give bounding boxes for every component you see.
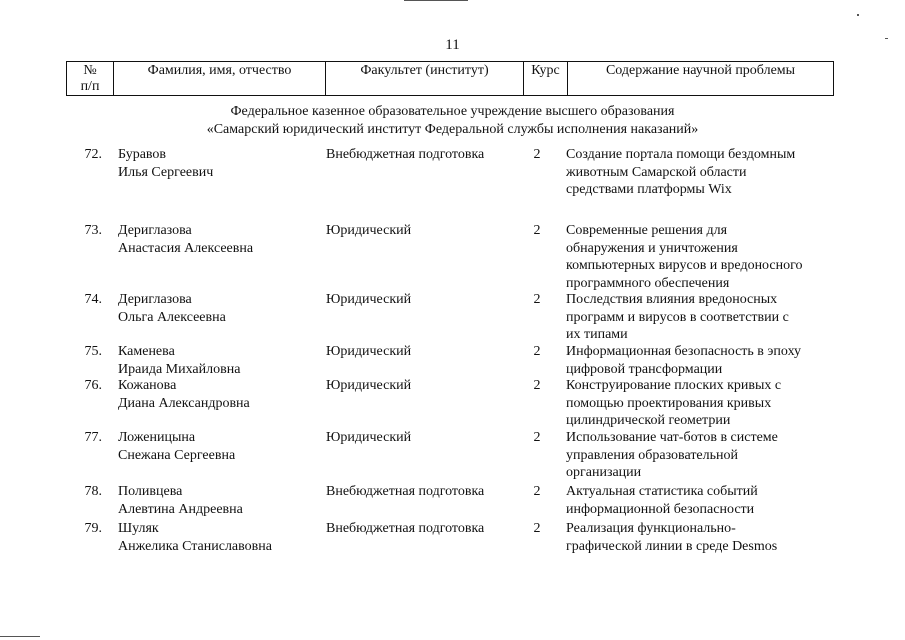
given-names: Диана Александровна: [118, 395, 250, 411]
topic-line: компьютерных вирусов и вредоносного: [566, 258, 803, 273]
scan-artifact: [857, 14, 859, 16]
research-topic: [566, 291, 836, 344]
topic-line: средствами платформы Wix: [566, 182, 732, 197]
topic-line: их типами: [566, 327, 628, 342]
topic-line: Использование чат-ботов в системе: [566, 430, 778, 445]
course: 2: [533, 521, 541, 536]
topic-line: графической линии в среде Desmos: [566, 538, 778, 554]
student-name: [118, 291, 318, 326]
institution-title: [0, 103, 905, 139]
research-topic: [566, 429, 836, 482]
faculty: Юридический: [326, 344, 412, 359]
course: 2: [533, 430, 541, 445]
faculty: Внебюджетная подготовка: [326, 147, 485, 162]
row-number: 74.: [84, 292, 102, 307]
topic-line: Актуальная статистика событий: [566, 484, 758, 499]
surname: Кожанова: [118, 378, 177, 393]
research-topic: [566, 222, 836, 292]
header-name: Фамилия, имя, отчество: [114, 62, 326, 96]
given-names: Снежана Сергеевна: [118, 447, 236, 463]
topic-line: животным Самарской области: [566, 164, 747, 180]
header-faculty: Факультет (институт): [326, 62, 524, 96]
student-name: [118, 520, 318, 555]
topic-line: организации: [566, 465, 642, 480]
row-number: 75.: [84, 344, 102, 359]
surname: Дериглазова: [118, 223, 192, 238]
topic-line: цилиндрической геометрии: [566, 413, 731, 428]
header-course: Курс: [524, 62, 568, 96]
topic-line: информационной безопасности: [566, 501, 755, 517]
student-name: [118, 343, 318, 378]
topic-line: помощью проектирования кривых: [566, 395, 772, 411]
faculty: Юридический: [326, 292, 412, 307]
topic-line: Информационная безопасность в эпоху: [566, 344, 802, 359]
institution-line-1: Федеральное казенное образовательное учреждение высшего образования: [230, 104, 675, 119]
given-names: Ольга Алексеевна: [118, 309, 226, 325]
row-number: 79.: [84, 521, 102, 536]
topic-line: Конструирование плоских кривых с: [566, 378, 782, 393]
student-name: [118, 377, 318, 412]
student-name: [118, 146, 318, 181]
surname: Буравов: [118, 147, 167, 162]
given-names: Анастасия Алексеевна: [118, 240, 254, 256]
research-topic: [566, 483, 836, 518]
row-number: 73.: [84, 223, 102, 238]
course: 2: [533, 147, 541, 162]
student-name: [118, 429, 318, 464]
course: 2: [533, 292, 541, 307]
faculty: Юридический: [326, 430, 412, 445]
given-names: Алевтина Андреевна: [118, 501, 243, 517]
course: 2: [533, 484, 541, 499]
faculty: Внебюджетная подготовка: [326, 484, 485, 499]
header-topic: Содержание научной проблемы: [568, 62, 834, 96]
research-topic: [566, 520, 836, 555]
student-name: [118, 483, 318, 518]
research-topic: [566, 343, 836, 378]
faculty: Юридический: [326, 378, 412, 393]
surname: Ложеницына: [118, 430, 196, 445]
research-topic: [566, 146, 836, 199]
surname: Дериглазова: [118, 292, 192, 307]
course: 2: [533, 378, 541, 393]
topic-line: управления образовательной: [566, 447, 739, 463]
faculty: Внебюджетная подготовка: [326, 521, 485, 536]
topic-line: Современные решения для: [566, 223, 728, 238]
topic-line: Последствия влияния вредоносных: [566, 292, 778, 307]
header-number-label: № п/п: [80, 63, 100, 94]
surname: Шуляк: [118, 521, 159, 536]
topic-line: Создание портала помощи бездомным: [566, 147, 796, 162]
topic-line: Реализация функционально-: [566, 521, 736, 536]
row-number: 72.: [84, 147, 102, 162]
scan-artifact: [0, 636, 40, 637]
scan-artifact: [404, 0, 468, 1]
research-topic: [566, 377, 836, 430]
surname: Каменева: [118, 344, 175, 359]
institution-line-2: «Самарский юридический институт Федеральной службы исполнения наказаний»: [206, 122, 699, 137]
topic-line: цифровой трансформации: [566, 361, 723, 377]
given-names: Илья Сергеевич: [118, 164, 214, 180]
page-number: 11: [445, 37, 460, 53]
topic-line: программ и вирусов в соответствии с: [566, 309, 789, 325]
course: 2: [533, 223, 541, 238]
given-names: Анжелика Станиславовна: [118, 538, 272, 554]
row-number: 78.: [84, 484, 102, 499]
student-name: [118, 222, 318, 257]
column-header-table: [66, 61, 834, 96]
surname: Поливцева: [118, 484, 183, 499]
faculty: Юридический: [326, 223, 412, 238]
course: 2: [533, 344, 541, 359]
row-number: 77.: [84, 430, 102, 445]
header-number: [67, 62, 114, 96]
topic-line: обнаружения и уничтожения: [566, 240, 738, 256]
topic-line: программного обеспечения: [566, 275, 730, 291]
given-names: Ираида Михайловна: [118, 361, 241, 377]
row-number: 76.: [84, 378, 102, 393]
